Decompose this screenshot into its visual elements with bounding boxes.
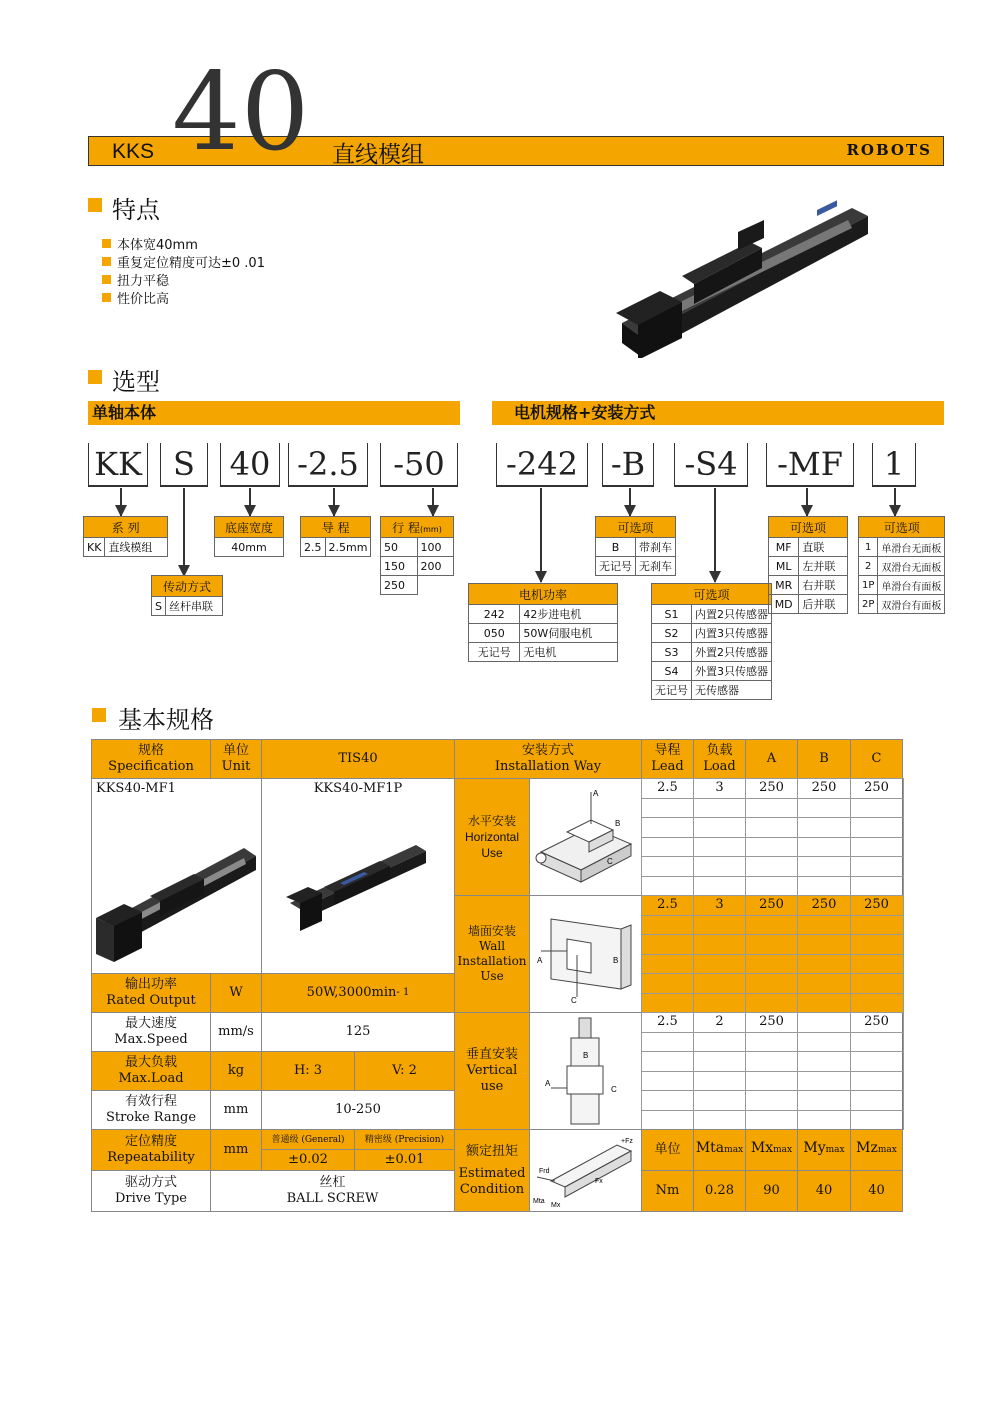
value-text: 50W,3000min xyxy=(306,985,397,1000)
feature-text: 性价比高 xyxy=(117,292,170,307)
rated-value xyxy=(261,973,455,1013)
table-cell: 双滑台有面板 xyxy=(878,595,945,614)
diagram-label-a: A xyxy=(536,956,542,965)
section-square-icon xyxy=(92,708,106,722)
label-text: Max.Load xyxy=(118,1071,184,1086)
repeat-general-label: 普通级 (General) xyxy=(261,1129,355,1150)
table-cell: S2 xyxy=(652,624,692,643)
wall-diagram xyxy=(529,895,642,1013)
h-a: 250 xyxy=(759,780,784,795)
grid-line xyxy=(641,993,903,994)
label-text: Stroke Range xyxy=(105,1110,197,1125)
col-sub: max xyxy=(877,1145,897,1155)
v-c: 250 xyxy=(864,1014,889,1029)
page-title: 直线模组 xyxy=(332,142,424,168)
table-cell: KK xyxy=(84,538,105,557)
drive-label xyxy=(91,1170,211,1212)
code-motor: -242 xyxy=(496,443,588,487)
plate-table xyxy=(858,516,945,614)
label-text: Condition xyxy=(459,1181,525,1197)
features-title: 特点 xyxy=(112,196,160,224)
value-text: 丝杠 xyxy=(319,1175,346,1190)
label-text: 最大速度 xyxy=(124,1016,177,1031)
diagram-label-mta: Mta xyxy=(532,1197,545,1205)
v-load: 2 xyxy=(715,1014,724,1029)
header-text: 负载 xyxy=(706,743,733,758)
table-cell: 无传感器 xyxy=(692,681,772,700)
code-stroke: -50 xyxy=(380,443,458,487)
label-text: 有效行程 xyxy=(124,1094,177,1109)
load-v: V: 2 xyxy=(354,1051,455,1091)
bullet-icon xyxy=(102,293,111,302)
feature-item xyxy=(102,252,265,271)
vertical-mount-icon xyxy=(531,1014,641,1128)
diagram-label-fz: +Fz xyxy=(620,1137,633,1145)
code-drive: S xyxy=(160,443,208,487)
table-cell: 200 xyxy=(417,557,454,576)
speed-label xyxy=(91,1012,211,1052)
torque-mz: 40 xyxy=(850,1170,903,1212)
label-text: Wall xyxy=(478,939,506,953)
table-cell: MF xyxy=(769,538,799,557)
motor-table xyxy=(468,583,618,662)
rated-unit: W xyxy=(210,973,262,1013)
diagram-label-mx: Mx xyxy=(550,1201,560,1209)
torque-my: 40 xyxy=(797,1170,851,1212)
table-cell: 2P xyxy=(859,595,878,614)
load-h: H: 3 xyxy=(261,1051,355,1091)
lead-table xyxy=(300,516,371,557)
label-text: Repeatability xyxy=(107,1150,195,1165)
header-a: A xyxy=(745,739,798,779)
model1-label: KKS40-MF1 xyxy=(96,781,176,796)
w-load: 3 xyxy=(715,897,724,912)
table-cell: 40mm xyxy=(215,538,284,557)
table-cell: 2 xyxy=(859,557,878,576)
repeat-general: ±0.02 xyxy=(261,1149,355,1171)
feature-text: 重复定位精度可达±0 .01 xyxy=(117,256,265,271)
label-text: 驱动方式 xyxy=(124,1175,177,1190)
code-plate: 1 xyxy=(872,443,916,487)
feature-text: 扭力平稳 xyxy=(117,274,170,289)
table-cell: S xyxy=(152,597,166,616)
load-label xyxy=(91,1051,211,1091)
feature-item xyxy=(102,234,198,253)
table-cell: 无记号 xyxy=(652,681,692,700)
drive-value xyxy=(210,1170,455,1212)
table-cell: MD xyxy=(769,595,799,614)
width-header: 底座宽度 xyxy=(215,517,284,538)
rated-label xyxy=(91,973,211,1013)
grid-line xyxy=(641,778,642,1130)
header-model: TIS40 xyxy=(261,739,455,779)
header-spec xyxy=(91,739,211,779)
torque-unit-label: 单位 xyxy=(641,1129,694,1171)
label-text: 输出功率 xyxy=(124,977,177,992)
value-text: BALL SCREW xyxy=(286,1191,379,1206)
repeat-unit: mm xyxy=(210,1129,262,1171)
leader-arrow-icon xyxy=(629,488,631,516)
bullet-icon xyxy=(102,257,111,266)
label-text: Max.Speed xyxy=(114,1032,188,1047)
leader-arrow-icon xyxy=(806,488,808,516)
label-text: 最大负载 xyxy=(124,1055,177,1070)
plate-header: 可选项 xyxy=(859,517,945,538)
bullet-icon xyxy=(102,239,111,248)
table-cell: 无刹车 xyxy=(636,557,676,576)
table-cell: 无记号 xyxy=(596,557,636,576)
col-text: Mta xyxy=(695,1140,725,1156)
leader-arrow-icon xyxy=(540,488,542,582)
band-body: 单轴本体 xyxy=(88,401,460,425)
col-text: My xyxy=(803,1140,826,1156)
col-sub: max xyxy=(724,1145,744,1155)
mount-table xyxy=(768,516,848,614)
grid-line xyxy=(797,778,798,1130)
code-sensor: -S4 xyxy=(674,443,748,487)
table-cell: ML xyxy=(769,557,799,576)
wall-label xyxy=(454,895,530,1013)
label-text: 墙面安装 xyxy=(467,924,516,938)
h-lead: 2.5 xyxy=(657,780,678,795)
h-c: 250 xyxy=(864,780,889,795)
table-cell: 内置2只传感器 xyxy=(692,605,772,624)
load-unit: kg xyxy=(210,1051,262,1091)
label-text: Drive Type xyxy=(115,1191,187,1206)
torque-col-mta xyxy=(693,1129,746,1171)
table-cell: 左并联 xyxy=(799,557,848,576)
repeat-precision: ±0.01 xyxy=(354,1149,455,1171)
horizontal-label xyxy=(454,778,530,896)
table-cell: 外置3只传感器 xyxy=(692,662,772,681)
grid-line xyxy=(745,778,746,1130)
header-unit xyxy=(210,739,262,779)
table-cell: 后并联 xyxy=(799,595,848,614)
v-a: 250 xyxy=(759,1014,784,1029)
header-text: 单位 xyxy=(222,743,249,758)
table-cell: 250 xyxy=(381,576,418,595)
table-cell: 无记号 xyxy=(469,643,520,662)
torque-mx: 90 xyxy=(745,1170,798,1212)
series-table xyxy=(83,516,168,557)
repeat-label xyxy=(91,1129,211,1171)
table-cell: 42步进电机 xyxy=(520,605,618,624)
section-square-icon xyxy=(88,198,102,212)
leader-arrow-icon xyxy=(714,488,716,582)
stroke-label xyxy=(91,1090,211,1130)
grid-line xyxy=(641,817,903,818)
h-b: 250 xyxy=(811,780,837,795)
feature-item xyxy=(102,270,169,289)
label-text: Vertical xyxy=(466,1063,518,1078)
grid-line xyxy=(641,856,903,857)
drive-table xyxy=(151,575,223,616)
table-cell: 右并联 xyxy=(799,576,848,595)
code-brake: -B xyxy=(602,443,654,487)
col-text: Mx xyxy=(750,1140,774,1156)
model2-label: KKS40-MF1P xyxy=(313,781,403,796)
v-lead: 2.5 xyxy=(657,1014,678,1029)
width-table xyxy=(214,516,284,557)
torque-label xyxy=(454,1129,530,1212)
table-cell: 150 xyxy=(381,557,418,576)
grid-line xyxy=(850,778,851,1130)
torque-icon xyxy=(531,1131,641,1211)
diagram-label-fx: Fx xyxy=(594,1177,603,1185)
sensor-header: 可选项 xyxy=(652,584,772,605)
torque-col-my xyxy=(797,1129,851,1171)
table-cell: 双滑台无面板 xyxy=(878,557,945,576)
vertical-diagram xyxy=(529,1012,642,1130)
label-text: Installation xyxy=(457,954,527,968)
label-text: 垂直安装 xyxy=(465,1047,518,1062)
brand-label: ROBOTS xyxy=(846,141,932,159)
label-text: Horizontal xyxy=(464,830,520,844)
code-width: 40 xyxy=(220,443,280,487)
w-c: 250 xyxy=(864,897,889,912)
horizontal-mount-icon xyxy=(531,782,641,892)
table-cell: S4 xyxy=(652,662,692,681)
table-cell: B xyxy=(596,538,636,557)
torque-col-mx xyxy=(745,1129,798,1171)
grid-line xyxy=(641,1051,903,1052)
feature-item xyxy=(102,288,169,307)
table-cell: 单滑台有面板 xyxy=(878,576,945,595)
label-text: use xyxy=(480,1079,504,1094)
grid-line xyxy=(693,778,694,1130)
col-sub: max xyxy=(825,1145,845,1155)
stroke-unit: mm xyxy=(210,1090,262,1130)
value-sup: - 1 xyxy=(396,987,410,998)
grid-line xyxy=(641,915,903,916)
code-lead: -2.5 xyxy=(288,443,368,487)
label-text: 水平安装 xyxy=(467,814,516,828)
grid-line xyxy=(641,1090,903,1091)
diagram-label-b: B xyxy=(612,956,618,965)
label-text: 额定扭矩 xyxy=(465,1143,518,1159)
model1-image xyxy=(94,830,258,970)
leader-arrow-icon xyxy=(120,488,122,516)
grid-line xyxy=(641,1071,903,1072)
table-cell: 1P xyxy=(859,576,878,595)
diagram-label-c: C xyxy=(570,996,577,1005)
section-square-icon xyxy=(88,370,102,384)
table-cell: S3 xyxy=(652,643,692,662)
header-install xyxy=(454,739,642,779)
diagram-label-a: A xyxy=(544,1079,550,1088)
w-a: 250 xyxy=(759,897,784,912)
sensor-table xyxy=(651,583,772,700)
stroke-header: 行 程 xyxy=(392,520,420,535)
motor-header: 电机功率 xyxy=(469,584,618,605)
horizontal-diagram xyxy=(529,778,642,896)
table-cell: 1 xyxy=(859,538,878,557)
spec-title: 基本规格 xyxy=(118,706,214,734)
bullet-icon xyxy=(102,275,111,284)
lead-header: 导 程 xyxy=(301,517,371,538)
leader-arrow-icon xyxy=(894,488,896,516)
header-text: Unit xyxy=(221,759,251,774)
grid-line xyxy=(641,973,903,974)
grid-line xyxy=(641,954,903,955)
header-b: B xyxy=(797,739,851,779)
table-cell: 外置2只传感器 xyxy=(692,643,772,662)
mount-header: 可选项 xyxy=(769,517,848,538)
table-cell: 2.5mm xyxy=(325,538,371,557)
w-lead: 2.5 xyxy=(657,897,678,912)
col-text: Mz xyxy=(856,1140,878,1156)
header-text: Installation Way xyxy=(494,759,602,774)
brake-header: 可选项 xyxy=(596,517,676,538)
label-text: 定位精度 xyxy=(124,1134,177,1149)
leader-arrow-icon xyxy=(249,488,251,516)
diagram-label-b: B xyxy=(614,819,620,828)
table-cell: 100 xyxy=(417,538,454,557)
torque-mta: 0.28 xyxy=(693,1170,746,1212)
drive-header: 传动方式 xyxy=(152,576,223,597)
series-header: 系 列 xyxy=(84,517,168,538)
table-cell: 直联 xyxy=(799,538,848,557)
model-number: 40 xyxy=(172,50,310,175)
v-b xyxy=(797,1012,851,1032)
col-sub: max xyxy=(773,1145,793,1155)
diagram-label-a: A xyxy=(592,789,598,798)
table-cell: 无电机 xyxy=(520,643,618,662)
header-text: 规格 xyxy=(137,743,164,758)
header-load xyxy=(693,739,746,779)
label-text: Use xyxy=(481,846,503,860)
grid-line xyxy=(641,934,903,935)
leader-arrow-icon xyxy=(183,488,185,576)
table-cell: 2.5 xyxy=(301,538,326,557)
grid-line xyxy=(641,837,903,838)
feature-text: 本体宽40mm xyxy=(117,238,198,253)
header-text: Load xyxy=(703,759,736,774)
product-image xyxy=(612,188,868,358)
code-mount: -MF xyxy=(766,443,854,487)
vertical-label xyxy=(454,1012,530,1130)
grid-line xyxy=(903,778,904,1130)
torque-col-mz xyxy=(850,1129,903,1171)
grid-line xyxy=(641,876,903,877)
wall-mount-icon xyxy=(531,899,641,1009)
header-text: Specification xyxy=(108,759,194,774)
model-prefix: KKS xyxy=(112,140,155,163)
table-cell: 50W伺服电机 xyxy=(520,624,618,643)
stroke-value: 10-250 xyxy=(261,1090,455,1130)
header-text: 安装方式 xyxy=(521,743,574,758)
table-cell: 50 xyxy=(381,538,418,557)
brake-table xyxy=(595,516,676,576)
speed-unit: mm/s xyxy=(210,1012,262,1052)
stroke-table xyxy=(380,516,454,595)
leader-arrow-icon xyxy=(432,488,434,516)
table-cell: 带刹车 xyxy=(636,538,676,557)
grid-line xyxy=(641,798,903,799)
grid-line xyxy=(641,1110,903,1111)
diagram-label-frd: Frd xyxy=(538,1167,549,1175)
code-series: KK xyxy=(88,443,148,487)
label-text: Estimated xyxy=(458,1165,526,1181)
diagram-label-b: B xyxy=(582,1051,588,1060)
header-text: 导程 xyxy=(654,743,681,758)
repeat-precision-label: 精密级 (Precision) xyxy=(354,1129,455,1150)
table-cell: 直线模组 xyxy=(105,538,168,557)
torque-diagram xyxy=(529,1129,642,1212)
table-cell: 丝杆串联 xyxy=(165,597,222,616)
diagram-label-c: C xyxy=(606,857,613,866)
speed-value: 125 xyxy=(261,1012,455,1052)
table-cell: 242 xyxy=(469,605,520,624)
diagram-label-c: C xyxy=(610,1085,617,1094)
stroke-unit: (mm) xyxy=(420,524,442,534)
grid-line xyxy=(641,1032,903,1033)
selection-title: 选型 xyxy=(112,368,160,396)
band-motor: 电机规格+安装方式 xyxy=(492,401,944,425)
table-cell: S1 xyxy=(652,605,692,624)
header-lead xyxy=(641,739,694,779)
header-text: Lead xyxy=(651,759,684,774)
table-cell xyxy=(417,576,454,595)
torque-unit: Nm xyxy=(641,1170,694,1212)
table-cell: MR xyxy=(769,576,799,595)
header-c: C xyxy=(850,739,903,779)
model2-image xyxy=(284,835,434,935)
label-text: Use xyxy=(480,969,504,983)
table-cell: 内置3只传感器 xyxy=(692,624,772,643)
leader-arrow-icon xyxy=(333,488,335,516)
h-load: 3 xyxy=(715,780,724,795)
table-cell: 单滑台无面板 xyxy=(878,538,945,557)
label-text: Rated Output xyxy=(106,993,196,1008)
w-b: 250 xyxy=(811,897,837,912)
table-cell: 050 xyxy=(469,624,520,643)
